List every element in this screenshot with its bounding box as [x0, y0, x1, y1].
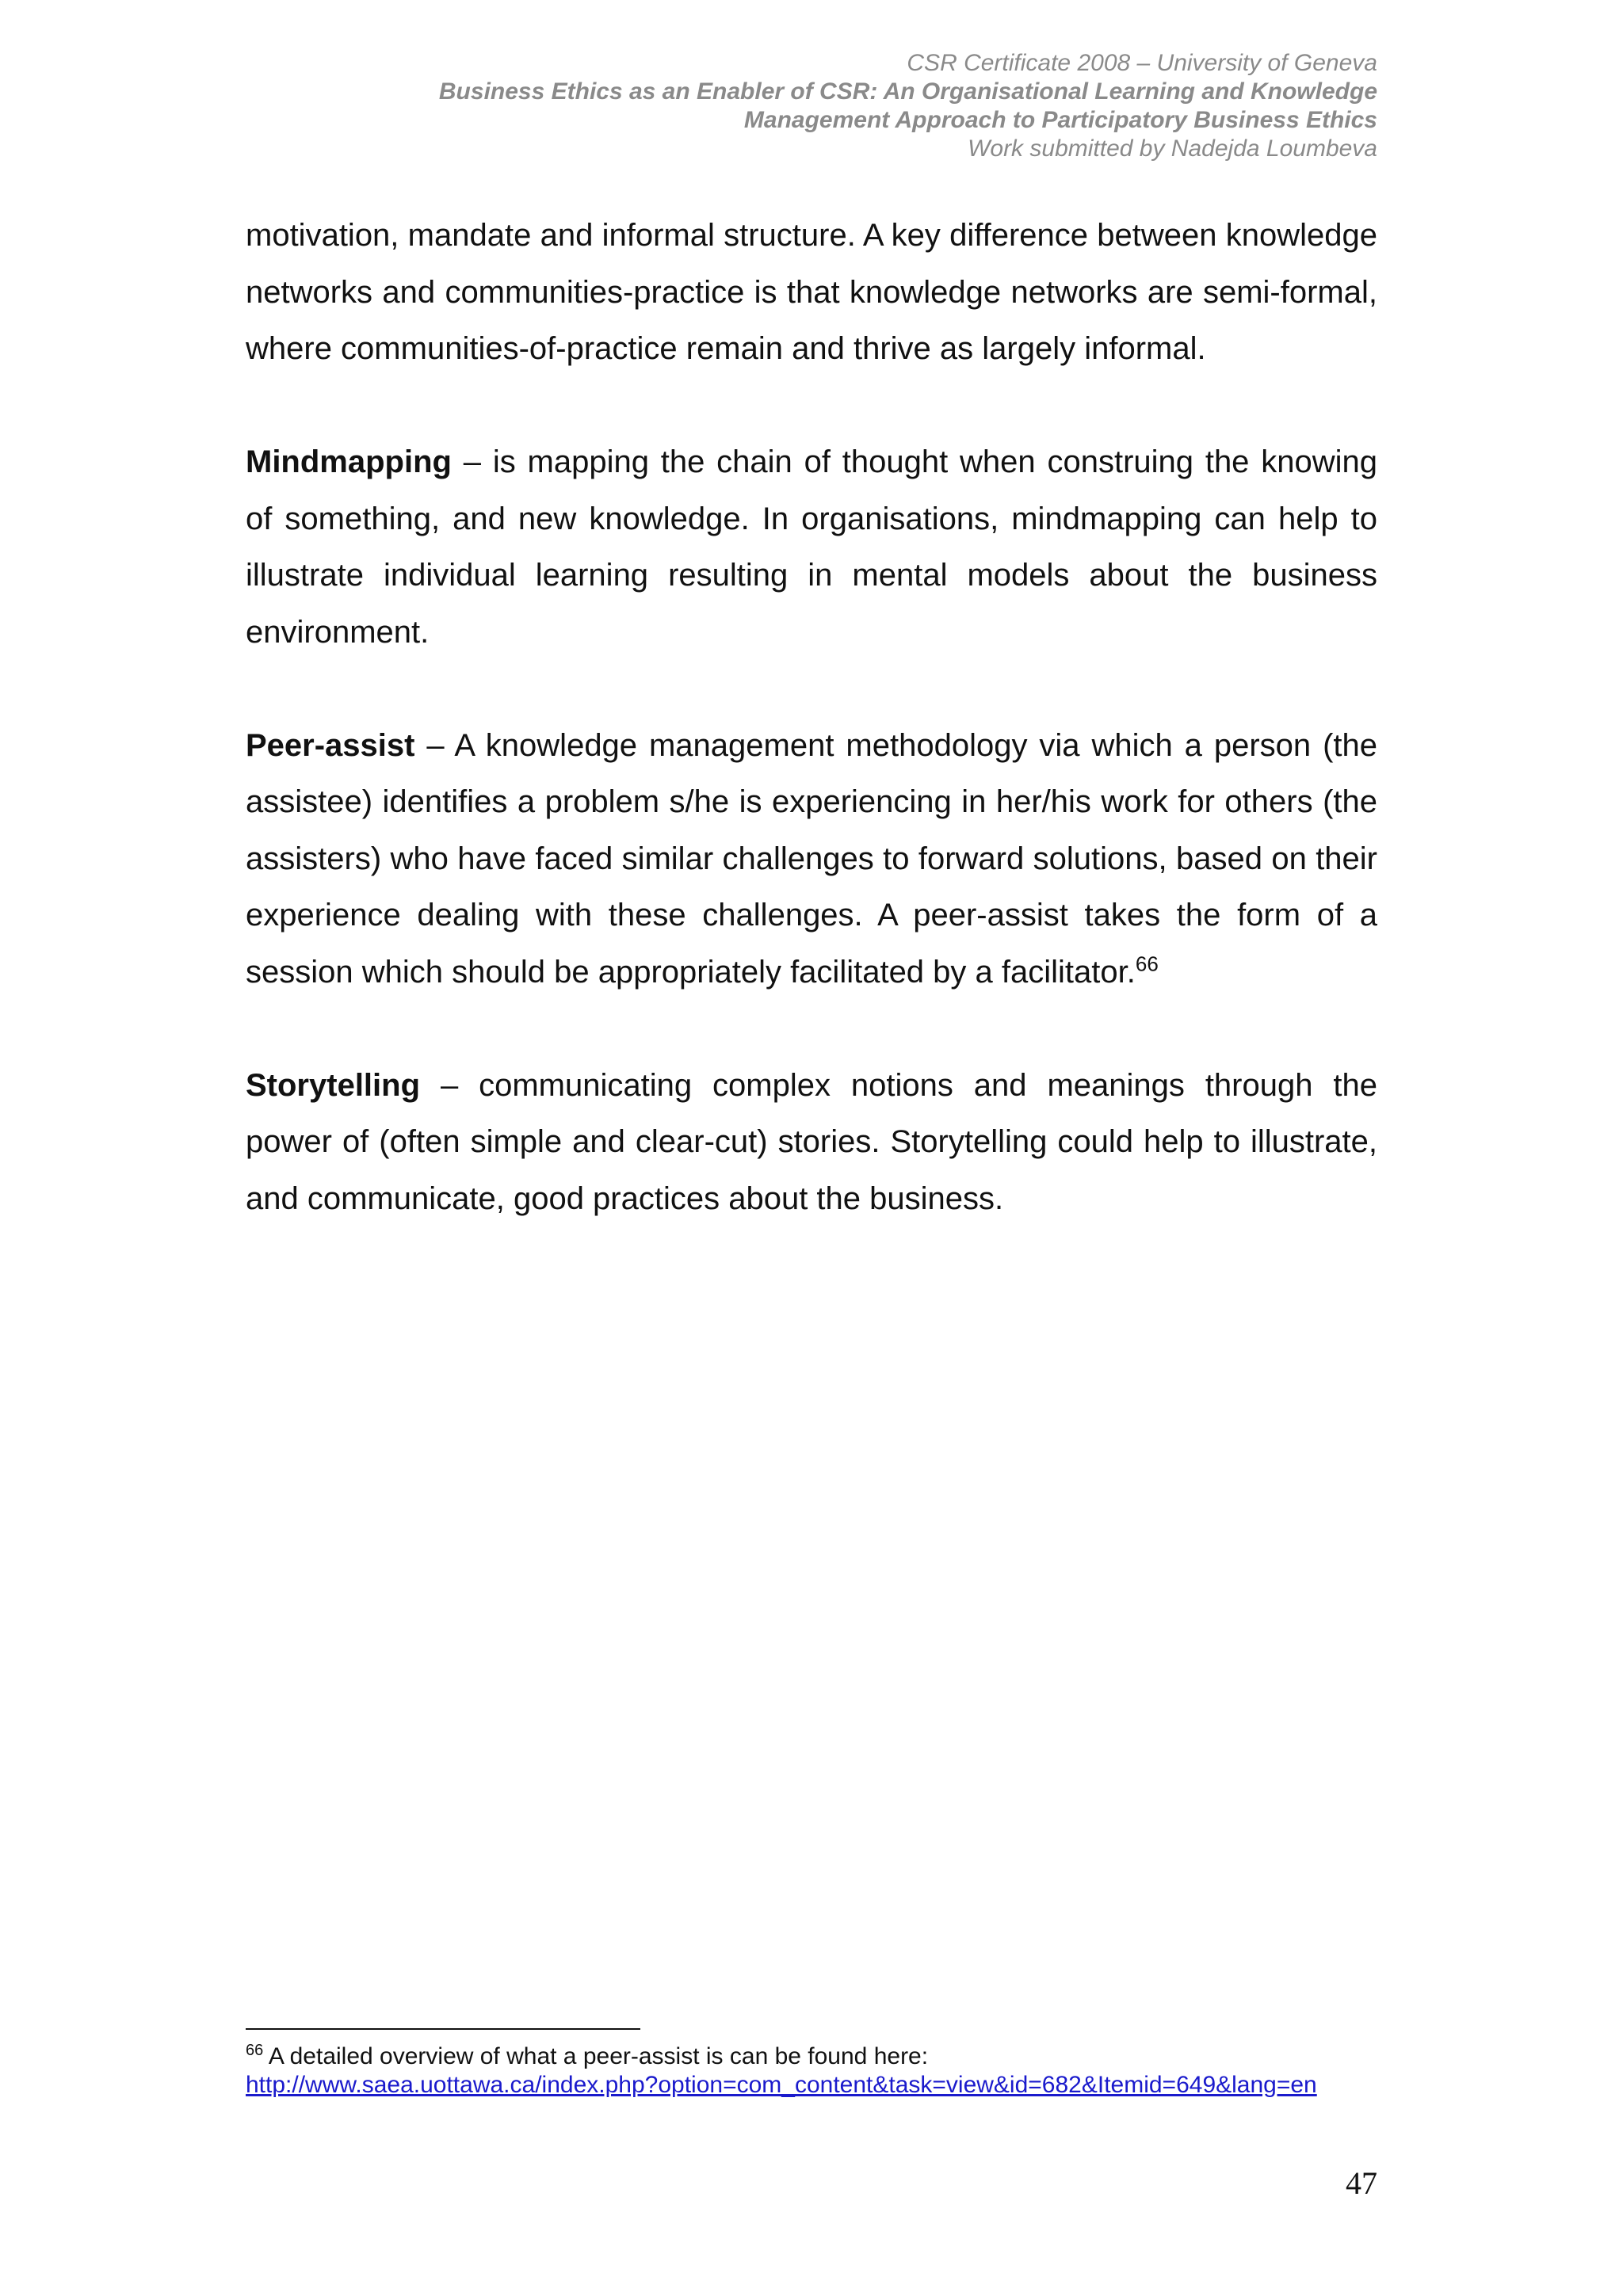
- footnote-text: A detailed overview of what a peer-assist is can be found here:: [263, 2043, 929, 2069]
- paragraph-text: motivation, mandate and informal structure. A key difference between knowledge networks and communities-practice is that knowledge networks are semi-formal, where communities-of-practice remain and thrive as largely informal.: [246, 218, 1377, 366]
- footnote-number: 66: [246, 2042, 264, 2059]
- paragraph-storytelling: [246, 1058, 1377, 1228]
- header-line-title: Business Ethics as an Enabler of CSR: An Organisational Learning and Knowledge: [438, 78, 1377, 105]
- footnote-reference[interactable]: 66: [1135, 952, 1159, 976]
- term-mindmapping: Mindmapping: [246, 444, 452, 479]
- header-line-author: Work submitted by Nadejda Loumbeva: [968, 135, 1377, 162]
- paragraph-peer-assist: [246, 718, 1377, 1001]
- footnote-link[interactable]: http://www.saea.uottawa.ca/index.php?option=com_content&task=view&id=682&Itemid=649&lang=en: [246, 2072, 1317, 2098]
- footnote-line: [246, 2042, 1434, 2071]
- term-peer-assist: Peer-assist: [246, 727, 415, 763]
- running-header: [347, 49, 1377, 163]
- header-line-certificate: CSR Certificate 2008 – University of Geneva: [907, 50, 1377, 76]
- footnote-separator: [246, 2028, 640, 2030]
- main-body: [246, 208, 1377, 1227]
- paragraph-mindmapping: [246, 434, 1377, 661]
- paragraph-knowledge-networks: [246, 208, 1377, 378]
- header-line-subtitle: Management Approach to Participatory Business Ethics: [743, 107, 1377, 133]
- footnote: [246, 2042, 1434, 2100]
- paragraph-text: – is mapping the chain of thought when construing the knowing of something, and new knowledge. In organisations, mindmapping can help to illustrate individual learning resulting in mental models about the business environment.: [246, 444, 1377, 650]
- paragraph-text: – communicating complex notions and meanings through the power of (often simple and clear-cut) stories. Storytelling could help to illustrate, and communicate, good practices about the business.: [246, 1067, 1377, 1216]
- paragraph-text: – A knowledge management methodology via which a person (the assistee) identifies a problem s/he is experiencing in her/his work for others (the assisters) who have faced similar challenges to forward solutions, based on their experience dealing with these challenges. A peer-assist takes the form of a session which should be appropriately facilitated by a facilitator.: [246, 727, 1377, 990]
- term-storytelling: Storytelling: [246, 1067, 421, 1103]
- page-number: 47: [1346, 2165, 1377, 2201]
